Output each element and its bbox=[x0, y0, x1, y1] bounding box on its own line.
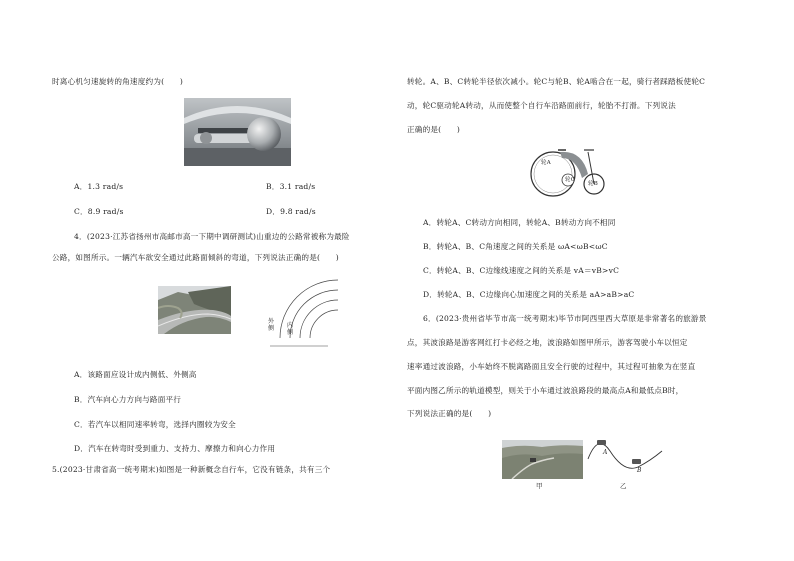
q3-option-c: C．8.9 rad/s bbox=[74, 207, 124, 216]
q3-option-d: D．9.8 rad/s bbox=[266, 207, 316, 216]
q5-option-c: C．转轮A、B、C边缘线速度之间的关系是 vA＝vB>vC bbox=[423, 266, 620, 275]
curve-inner-label: 内侧 bbox=[287, 322, 294, 336]
point-b-label: B bbox=[637, 467, 642, 474]
q6-stem-line-1: 6．(2023·贵州省毕节市高一统考期末)毕节市阿西里西大草原是非常著名的旅游景 bbox=[423, 314, 707, 323]
q5-stem-line-4: 正确的是( ) bbox=[407, 125, 461, 134]
q5-stem-line-3: 动，轮C驱动轮A转动，从而使整个自行车沿路面前行，轮胎不打滑。下列说法 bbox=[407, 101, 676, 110]
q4-stem-line-2: 公路，如图所示。一辆汽车欲安全通过此路面倾斜的弯道，下列说法正确的是( ) bbox=[52, 253, 339, 262]
q6-stem-line-5: 下列说法正确的是( ) bbox=[407, 409, 492, 418]
q5-option-b: B．转轮A、B、C角速度之间的关系是 ωA<ωB<ωC bbox=[423, 242, 608, 251]
q6-stem-line-3: 速率通过波浪路，小车始终不脱离路面且安全行驶的过程中，其过程可抽象为在竖直 bbox=[407, 362, 696, 371]
q3-option-b: B．3.1 rad/s bbox=[266, 182, 316, 191]
curve-outer-label: 外侧 bbox=[268, 318, 275, 332]
point-a-label: A bbox=[603, 449, 608, 456]
centrifuge-photo bbox=[184, 98, 291, 166]
q4-stem-line-1: 4．(2023·江苏省扬州市高邮市高一下期中调研测试)山重边的公路常被称为最险 bbox=[74, 232, 350, 241]
q3-option-a: A．1.3 rad/s bbox=[74, 182, 124, 191]
q5-option-d: D．转轮A、B、C边缘向心加速度之间的关系是 aA>aB>aC bbox=[423, 290, 635, 299]
q5-option-a: A．转轮A、C转动方向相同，转轮A、B转动方向不相同 bbox=[423, 218, 616, 227]
q6-stem-line-2: 点，其波浪路是游客网红打卡必经之地，波浪路如图甲所示，游客驾驶小车以恒定 bbox=[407, 338, 688, 347]
wheel-b-label: 轮B bbox=[588, 181, 598, 187]
wheel-c-label: 轮C bbox=[565, 177, 576, 183]
curve-diagram bbox=[258, 276, 340, 354]
bicycle-diagram bbox=[530, 140, 612, 204]
q3-stem-tail: 时离心机匀速旋转的角速度约为( ) bbox=[52, 77, 184, 86]
q4-option-a: A．该路面应设计成内侧低、外侧高 bbox=[74, 370, 197, 379]
wave-track-diagram bbox=[586, 437, 664, 477]
q5-stem-line-2: 转轮。A、B、C转轮半径依次减小。轮C与轮B、轮A啮合在一起，骑行者踩踏板使轮C bbox=[407, 77, 706, 86]
mountain-road-photo bbox=[158, 286, 231, 334]
wheel-a-label: 轮A bbox=[541, 160, 551, 166]
q4-option-c: C．若汽车以相同速率转弯，选择内圈较为安全 bbox=[74, 420, 236, 429]
q4-option-b: B．汽车向心力方向与路面平行 bbox=[74, 395, 182, 404]
q5-stem-line-1: 5.(2023·甘肃省高一统考期末)如图是一种新概念自行车，它没有链条，共有三个 bbox=[52, 465, 331, 474]
photo-caption-jia: 甲 bbox=[536, 482, 543, 490]
q6-stem-line-4: 平面内图乙所示的轨道模型，则关于小车通过波浪路段的最高点A和最低点B时， bbox=[407, 386, 684, 395]
track-caption-yi: 乙 bbox=[620, 482, 627, 490]
q4-option-d: D．汽车在转弯时受到重力、支持力、摩擦力和向心力作用 bbox=[74, 444, 276, 453]
wave-road-photo bbox=[502, 440, 583, 479]
